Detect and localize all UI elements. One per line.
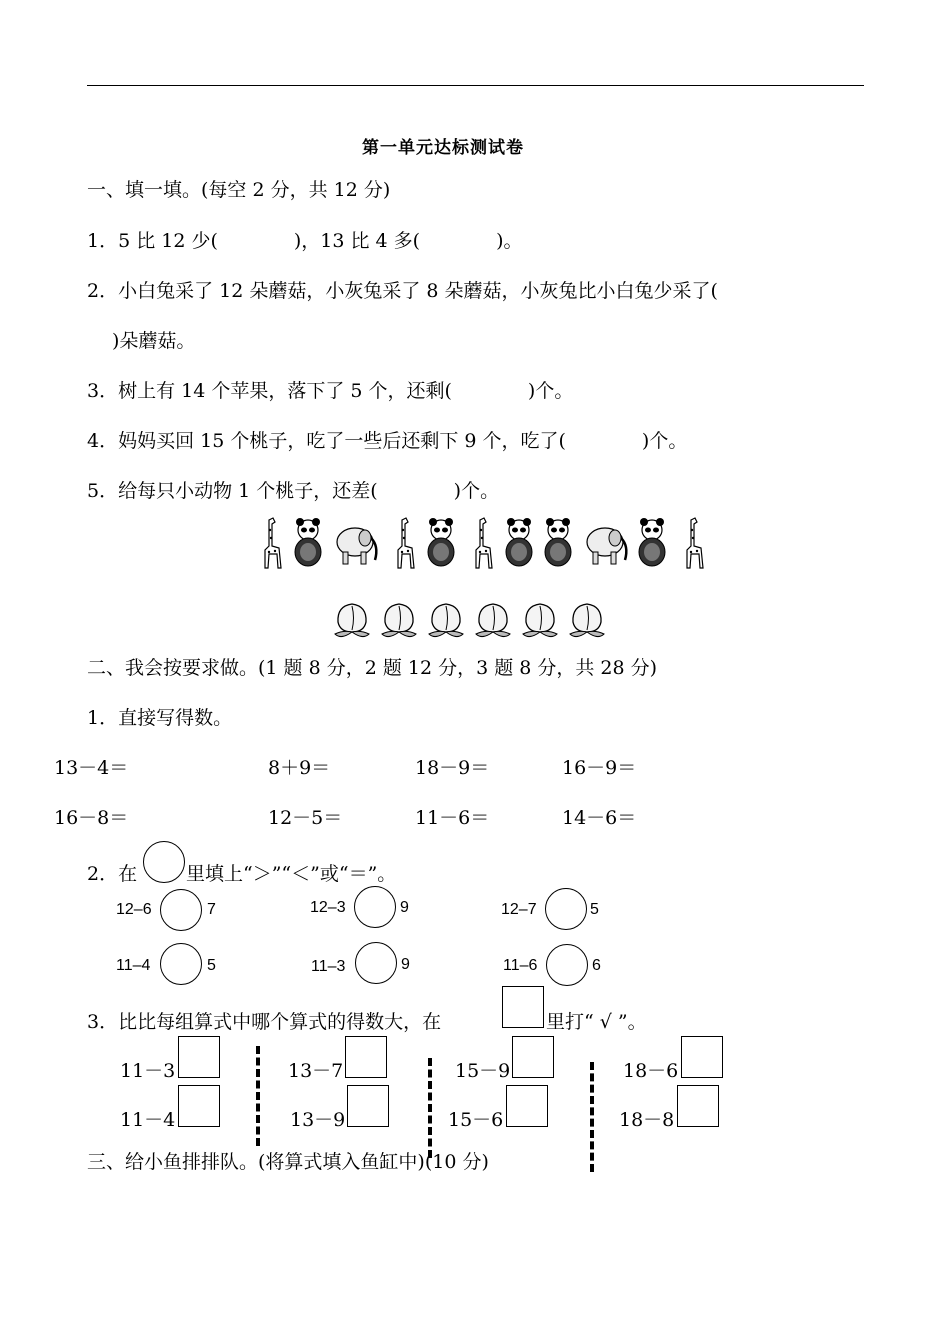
giraffe-icon	[677, 516, 707, 570]
compare-right: 6	[592, 957, 601, 974]
check-expr: 18－6	[623, 1060, 679, 1082]
compare-right: 9	[401, 956, 410, 973]
check-box[interactable]	[506, 1085, 548, 1127]
compare-right: 9	[400, 899, 409, 916]
calc-expr: 18－9＝	[415, 757, 490, 779]
compare-right: 5	[590, 901, 599, 918]
peach-icon	[380, 600, 418, 640]
check-box[interactable]	[178, 1085, 220, 1127]
page-title: 第一单元达标测试卷	[362, 138, 524, 158]
panda-icon	[427, 516, 457, 570]
elephant-icon	[333, 516, 379, 570]
peaches-row	[333, 600, 613, 642]
s2-question-2-suffix: 里填上“＞”“＜”或“＝”。	[186, 863, 397, 885]
calc-expr: 14－6＝	[562, 807, 637, 829]
check-box[interactable]	[681, 1036, 723, 1078]
check-expr: 15－6	[448, 1109, 504, 1131]
panda-icon	[294, 516, 324, 570]
calc-expr: 16－9＝	[562, 757, 637, 779]
panda-icon	[638, 516, 668, 570]
s2-question-3-suffix: 里打“ √ ”。	[546, 1011, 647, 1033]
group-divider	[428, 1058, 432, 1158]
s2-question-1: 1．直接写得数。	[87, 707, 233, 729]
peach-icon	[521, 600, 559, 640]
check-expr: 13－9	[290, 1109, 346, 1131]
peach-icon	[333, 600, 371, 640]
giraffe-icon	[255, 516, 285, 570]
compare-circle[interactable]	[355, 942, 397, 984]
s1-question-5: 5．给每只小动物 1 个桃子，还差( )个。	[87, 480, 500, 502]
animals-row	[255, 516, 695, 572]
circle-sample-icon	[143, 841, 185, 883]
s2-question-3-prefix: 3．比比每组算式中哪个算式的得数大，在	[87, 1011, 442, 1033]
compare-circle[interactable]	[354, 886, 396, 928]
s1-question-2a: 2．小白兔采了 12 朵蘑菇，小灰兔采了 8 朵蘑菇，小灰兔比小白兔少采了(	[87, 280, 718, 302]
compare-right: 5	[207, 957, 216, 974]
s1-question-1: 1．5 比 12 少( )，13 比 4 多( )。	[87, 230, 523, 252]
section3-heading: 三、给小鱼排排队。(将算式填入鱼缸中)(10 分)	[87, 1151, 489, 1173]
giraffe-icon	[388, 516, 418, 570]
compare-circle[interactable]	[160, 889, 202, 931]
check-box[interactable]	[345, 1036, 387, 1078]
compare-left: 12–6	[116, 901, 152, 918]
peach-icon	[568, 600, 606, 640]
calc-expr: 8＋9＝	[268, 757, 331, 779]
giraffe-icon	[466, 516, 496, 570]
compare-left: 11–3	[311, 958, 346, 975]
compare-left: 11–4	[116, 957, 151, 974]
peach-icon	[474, 600, 512, 640]
s1-question-2b: )朵蘑菇。	[112, 330, 196, 352]
calc-expr: 13－4＝	[54, 757, 129, 779]
compare-circle[interactable]	[545, 888, 587, 930]
compare-circle[interactable]	[160, 943, 202, 985]
compare-left: 12–3	[310, 899, 346, 916]
s1-question-4: 4．妈妈买回 15 个桃子，吃了一些后还剩下 9 个，吃了( )个。	[87, 430, 688, 452]
calc-expr: 11－6＝	[415, 807, 490, 829]
compare-left: 12–7	[501, 901, 537, 918]
group-divider	[256, 1046, 260, 1146]
compare-right: 7	[207, 901, 216, 918]
check-box[interactable]	[178, 1036, 220, 1078]
header-rule	[87, 85, 864, 86]
checkbox-sample-icon	[502, 986, 544, 1028]
compare-circle[interactable]	[546, 944, 588, 986]
check-expr: 11－3	[120, 1060, 176, 1082]
s1-question-3: 3．树上有 14 个苹果，落下了 5 个，还剩( )个。	[87, 380, 574, 402]
check-expr: 11－4	[120, 1109, 176, 1131]
s2-question-2-prefix: 2．在	[87, 863, 138, 885]
section2-heading: 二、我会按要求做。(1 题 8 分，2 题 12 分，3 题 8 分，共 28 分)	[87, 657, 658, 679]
check-box[interactable]	[512, 1036, 554, 1078]
calc-expr: 12－5＝	[268, 807, 343, 829]
check-expr: 18－8	[619, 1109, 675, 1131]
panda-icon	[505, 516, 535, 570]
check-expr: 15－9	[455, 1060, 511, 1082]
section1-heading: 一、填一填。(每空 2 分，共 12 分)	[87, 179, 391, 201]
check-box[interactable]	[677, 1085, 719, 1127]
compare-left: 11–6	[503, 957, 538, 974]
panda-icon	[544, 516, 574, 570]
peach-icon	[427, 600, 465, 640]
check-box[interactable]	[347, 1085, 389, 1127]
group-divider	[590, 1062, 594, 1172]
check-expr: 13－7	[288, 1060, 344, 1082]
calc-expr: 16－8＝	[54, 807, 129, 829]
elephant-icon	[583, 516, 629, 570]
